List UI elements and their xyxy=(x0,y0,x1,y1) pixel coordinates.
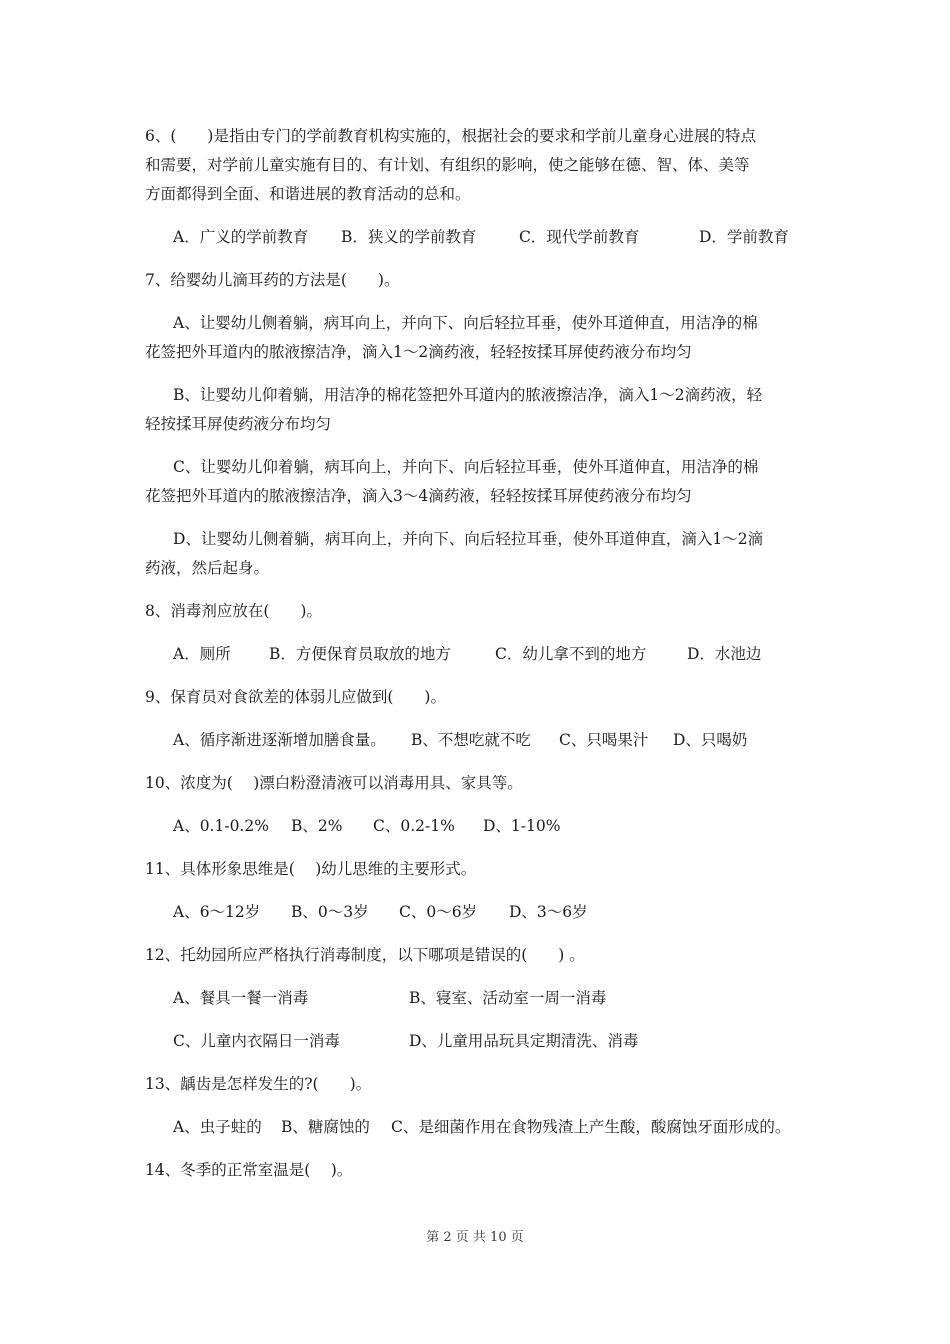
q7-option-d-line-2: 药液，然后起身。 xyxy=(145,559,270,577)
q7-option-b-line-1: B、让婴幼儿仰着躺，用洁净的棉花签把外耳道内的脓液擦洁净，滴入1～2滴药液，轻 xyxy=(173,386,763,404)
q12-option-b: B、寝室、活动室一周一消毒 xyxy=(409,989,607,1007)
q10-option-c: C、0.2-1% xyxy=(373,817,455,835)
q12-options-row-2 xyxy=(145,1027,817,1056)
q8-stem: 8、消毒剂应放在( )。 xyxy=(145,602,322,620)
q6-option-d: D．学前教育 xyxy=(699,228,789,246)
q6-option-b: B．狭义的学前教育 xyxy=(341,228,477,246)
q9-options xyxy=(145,726,817,755)
q12-options-row-1 xyxy=(145,984,817,1013)
page-number-footer: 第 2 页 共 10 页 xyxy=(426,1230,524,1245)
q7-option-a-line-1: A、让婴幼儿侧着躺，病耳向上，并向下、向后轻拉耳垂，使外耳道伸直，用洁净的棉 xyxy=(173,314,758,332)
q9-option-b: B、不想吃就不吃 xyxy=(411,731,531,749)
q8-option-c: C．幼儿拿不到的地方 xyxy=(495,645,647,663)
q6-stem-line-1: 6、( )是指由专门的学前教育机构实施的，根据社会的要求和学前儿童身心进展的特点 xyxy=(145,127,756,145)
q12-option-d: D、儿童用品玩具定期清洗、消毒 xyxy=(409,1032,639,1050)
q9-option-c: C、只喝果汁 xyxy=(559,731,649,749)
q13-stem: 13、龋齿是怎样发生的?( )。 xyxy=(145,1075,372,1093)
q12-option-a: A、餐具一餐一消毒 xyxy=(173,989,309,1007)
q11-option-a: A、6～12岁 xyxy=(173,903,261,921)
q11-options xyxy=(145,898,817,927)
q10-stem: 10、浓度为( )漂白粉澄清液可以消毒用具、家具等。 xyxy=(145,774,523,792)
q10-option-a: A、0.1-0.2% xyxy=(173,817,269,835)
q8-option-d: D．水池边 xyxy=(687,645,762,663)
q7-option-d-line-1: D、让婴幼儿侧着躺，病耳向上，并向下、向后轻拉耳垂，使外耳道伸直，滴入1～2滴 xyxy=(173,530,764,548)
q12-stem: 12、托幼园所应严格执行消毒制度，以下哪项是错误的( ) 。 xyxy=(145,946,585,964)
q14-stem: 14、冬季的正常室温是( )。 xyxy=(145,1161,353,1179)
q8-option-b: B．方便保育员取放的地方 xyxy=(269,645,451,663)
q9-option-d: D、只喝奶 xyxy=(673,731,748,749)
q13-option-a: A、虫子蛀的 xyxy=(173,1118,262,1136)
q10-option-d: D、1-10% xyxy=(483,817,561,835)
q9-stem: 9、保育员对食欲差的体弱儿应做到( )。 xyxy=(145,688,446,706)
q8-option-a: A．厕所 xyxy=(173,645,231,663)
q7-stem: 7、给婴幼儿滴耳药的方法是( )。 xyxy=(145,271,400,289)
q8-options xyxy=(145,640,817,669)
q7-option-a-line-2: 花签把外耳道内的脓液擦洁净，滴入1～2滴药液，轻轻按揉耳屏使药液分布均匀 xyxy=(145,343,692,361)
question-list xyxy=(145,122,817,1185)
q13-options xyxy=(145,1113,817,1142)
q6-option-c: C．现代学前教育 xyxy=(519,228,640,246)
q6-stem-line-2: 和需要，对学前儿童实施有目的、有计划、有组织的影响，使之能够在德、智、体、美等 xyxy=(145,156,750,174)
q7-option-c-line-2: 花签把外耳道内的脓液擦洁净，滴入3～4滴药液，轻轻按揉耳屏使药液分布均匀 xyxy=(145,487,692,505)
q12-option-c: C、儿童内衣隔日一消毒 xyxy=(173,1032,340,1050)
q6-stem-line-3: 方面都得到全面、和谐进展的教育活动的总和。 xyxy=(145,185,471,203)
q7-option-c-line-1: C、让婴幼儿仰着躺，病耳向上，并向下、向后轻拉耳垂，使外耳道伸直，用洁净的棉 xyxy=(173,458,759,476)
q6-options xyxy=(145,223,817,252)
q11-option-d: D、3～6岁 xyxy=(509,903,588,921)
q10-options xyxy=(145,812,817,841)
q6-option-a: A．广义的学前教育 xyxy=(173,228,309,246)
q10-option-b: B、2% xyxy=(291,817,343,835)
q13-option-c: C、是细菌作用在食物残渣上产生酸，酸腐蚀牙面形成的。 xyxy=(391,1118,791,1136)
q11-stem: 11、具体形象思维是( )幼儿思维的主要形式。 xyxy=(145,860,477,878)
q11-option-c: C、0～6岁 xyxy=(399,903,478,921)
q11-option-b: B、0～3岁 xyxy=(291,903,369,921)
q13-option-b: B、糖腐蚀的 xyxy=(281,1118,370,1136)
q9-option-a: A、循序渐进逐渐增加膳食量。 xyxy=(173,731,386,749)
q7-option-b-line-2: 轻按揉耳屏使药液分布均匀 xyxy=(145,415,332,433)
